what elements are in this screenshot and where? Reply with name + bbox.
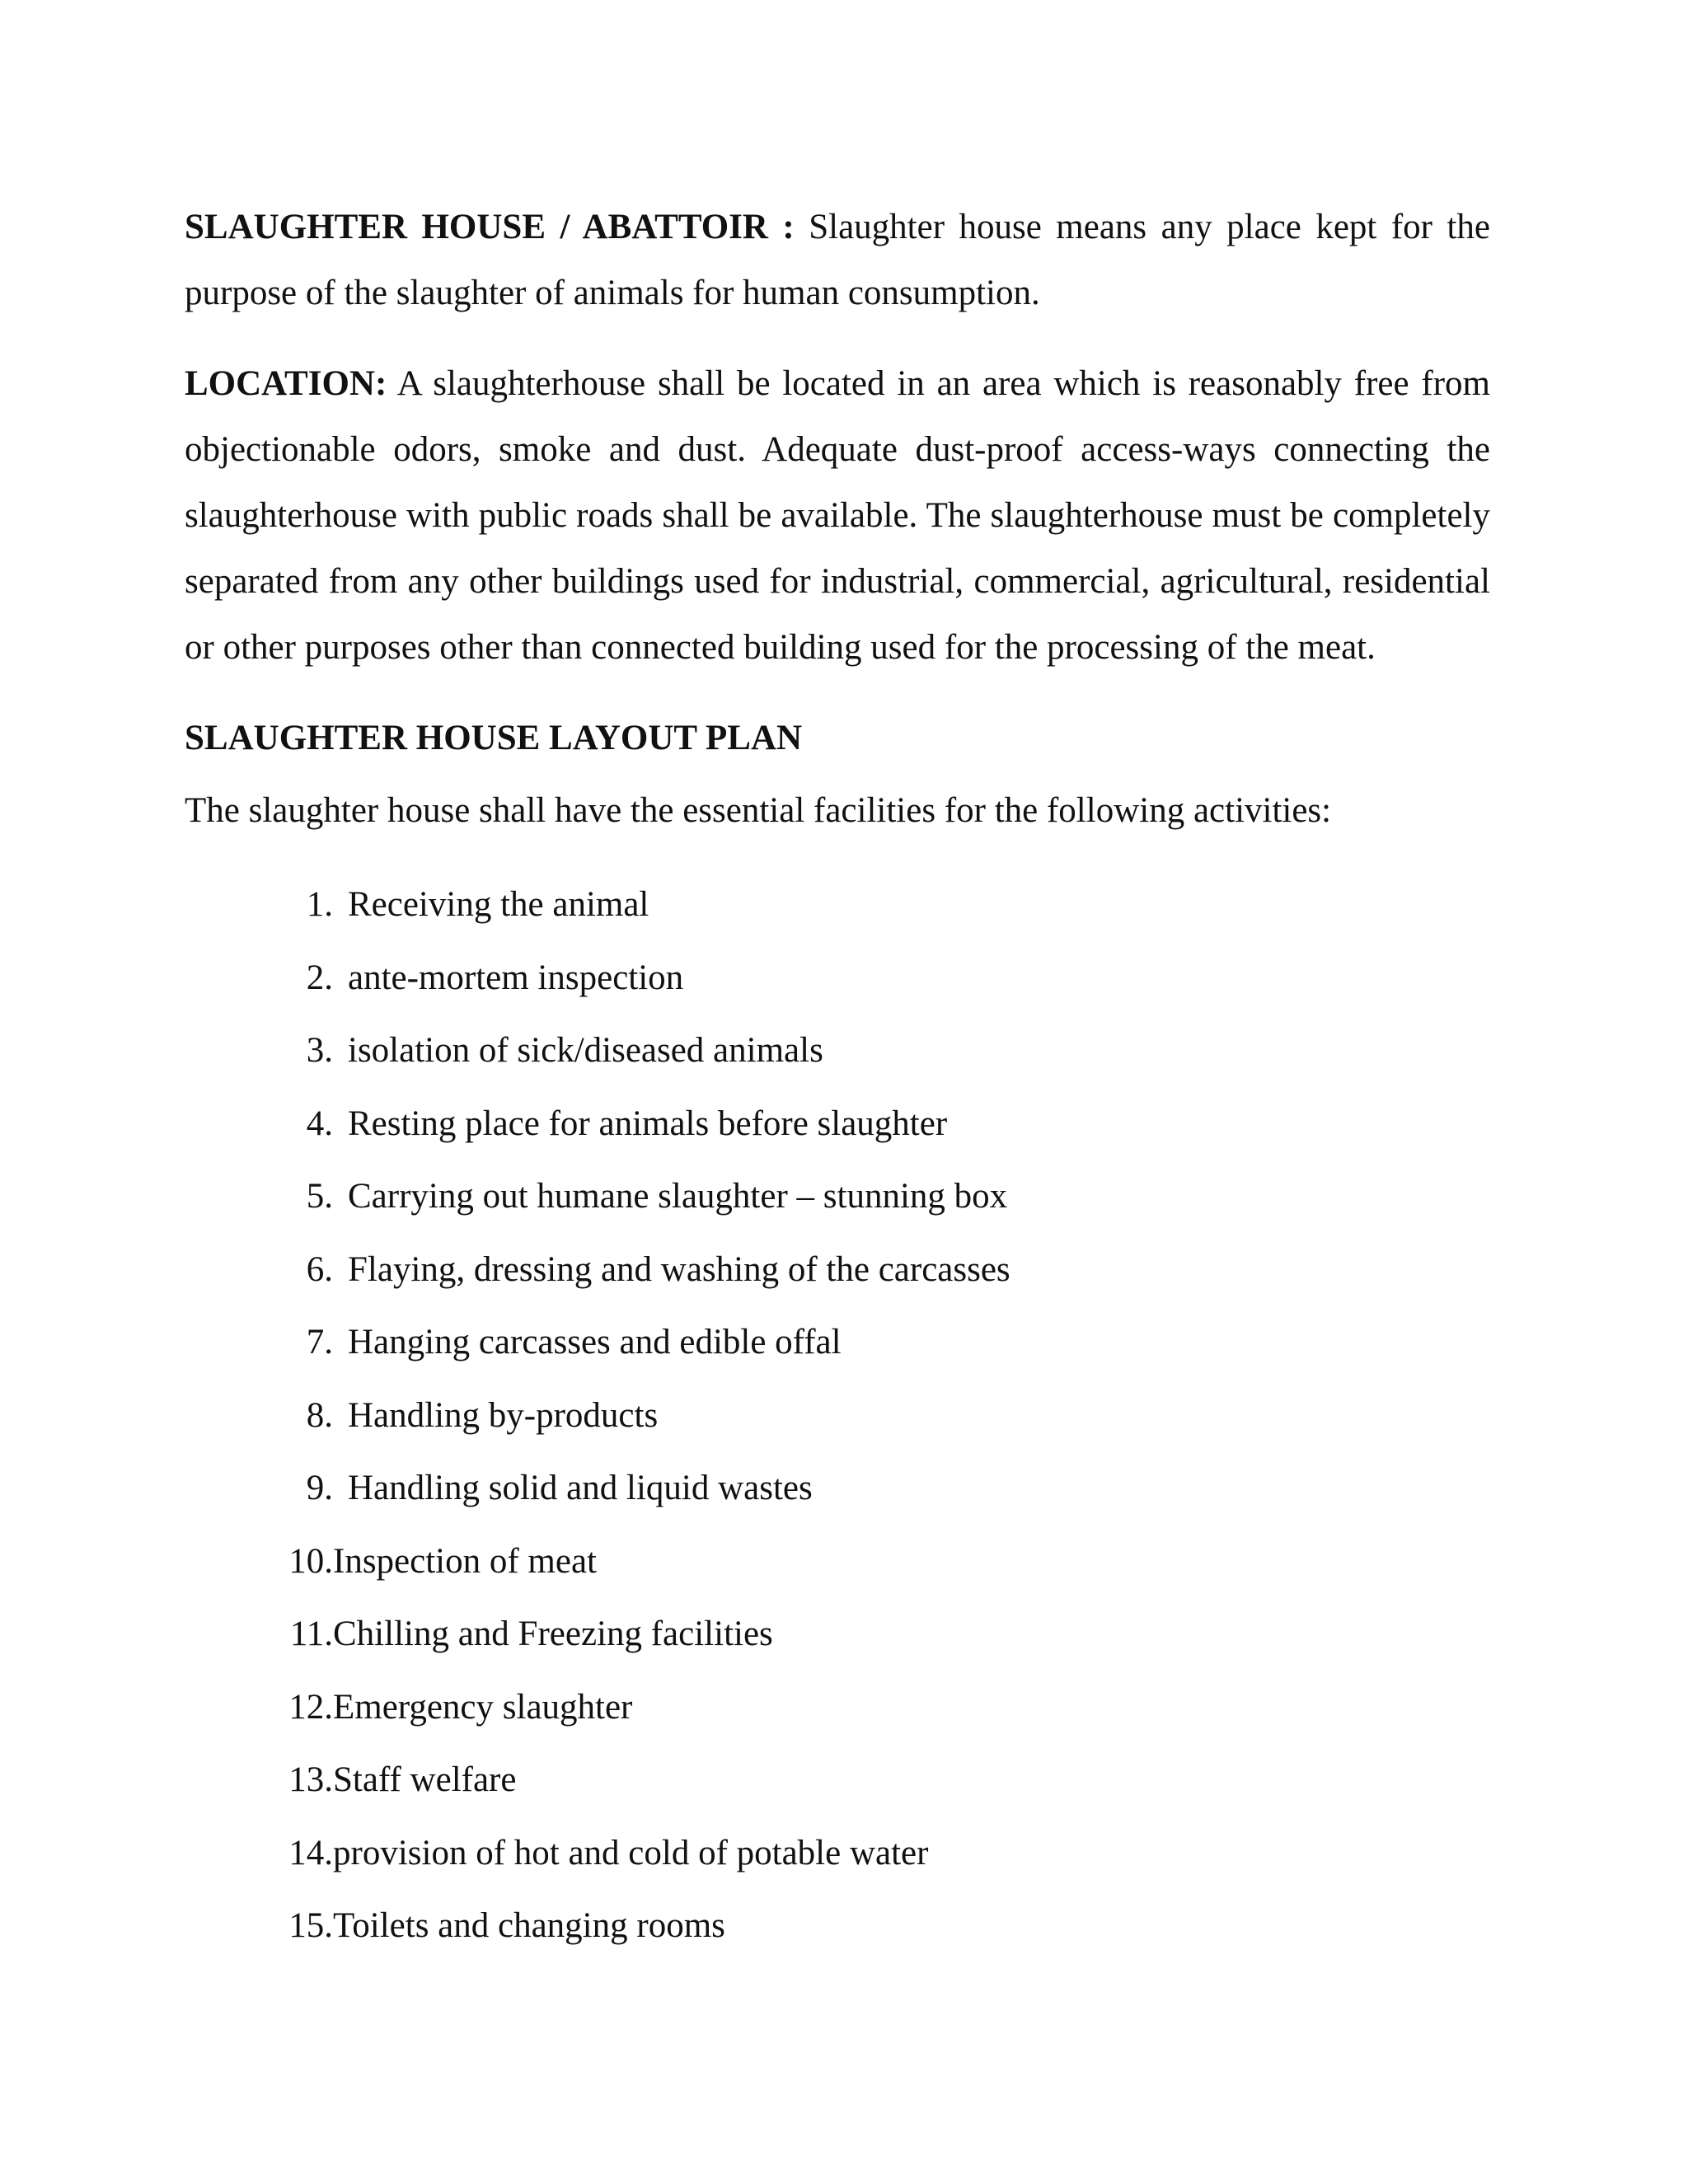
list-item-text: isolation of sick/diseased animals [348,1031,823,1070]
list-item [282,1744,1490,1817]
activities-intro: The slaughter house shall have the essential facilities for the following activities: [185,791,1332,830]
list-item-number: 2. [306,958,333,997]
list-item [282,1890,1490,1963]
list-item-text: Handling by-products [348,1395,659,1435]
location-text: A slaughterhouse shall be located in an area which is reasonably free from objectionable odors, smoke and dust. Adequate dust-proof access-ways connecting the slaughterhouse with public roads shall be available. The slaughterhouse must be completely separated from any other buildings used for industrial, commercial, agricultural, residential or other purposes other than connected building used for the processing of the meat. [185,364,1490,667]
list-item-number: 5. [306,1177,333,1216]
list-item [282,1817,1490,1891]
list-item-number: 4. [306,1104,333,1143]
list-item [282,1160,1490,1234]
list-item-text: Staff welfare [333,1760,517,1799]
list-item-number: 3. [306,1031,333,1070]
list-item [282,942,1490,1015]
list-item-text: ante-mortem inspection [348,958,684,997]
list-item-number: 10. [288,1541,333,1581]
definition-text: Slaughter house means any place kept for the purpose of the slaughter of animals for human consumption. [185,208,1490,312]
location-paragraph [185,351,1490,681]
layout-plan-heading: SLAUGHTER HOUSE LAYOUT PLAN [185,719,803,757]
list-item [282,1306,1490,1380]
list-item-text: Flaying, dressing and washing of the carcasses [348,1249,1010,1289]
list-item-text: Chilling and Freezing facilities [333,1615,773,1653]
list-item-number: 6. [306,1249,333,1289]
list-item [282,1671,1490,1745]
list-item [282,1526,1490,1599]
list-item-text: Handling solid and liquid wastes [348,1469,813,1507]
list-item [282,869,1490,942]
list-item-number: 1. [306,885,333,924]
definition-lead: SLAUGHTER HOUSE / ABATTOIR : [185,208,795,246]
list-item-number: 7. [306,1323,333,1361]
list-item [282,1380,1490,1453]
list-item-number: 14. [288,1833,333,1872]
list-item-number: 15. [288,1906,333,1945]
list-item-number: 9. [306,1469,333,1507]
activities-list [185,869,1490,1963]
list-item-text: provision of hot and cold of potable water [333,1833,929,1872]
list-item-number: 12. [288,1687,333,1727]
list-item [282,1015,1490,1088]
list-item-number: 8. [306,1395,333,1435]
list-item [282,1234,1490,1307]
list-item-number: 13. [288,1760,333,1799]
list-item [282,1452,1490,1526]
list-item-text: Hanging carcasses and edible offal [348,1323,842,1361]
document-page [185,194,1490,1963]
list-item-text: Resting place for animals before slaughter [348,1104,948,1143]
list-item [282,1598,1490,1671]
list-item-text: Carrying out humane slaughter – stunning box [348,1177,1008,1216]
location-lead: LOCATION: [185,364,387,403]
list-item-text: Receiving the animal [348,885,649,924]
list-item-text: Toilets and changing rooms [333,1906,725,1945]
list-item-text: Emergency slaughter [333,1687,633,1727]
definition-paragraph [185,194,1490,326]
list-item [282,1088,1490,1161]
list-item-number: 11. [289,1615,333,1653]
list-item-text: Inspection of meat [333,1541,598,1581]
